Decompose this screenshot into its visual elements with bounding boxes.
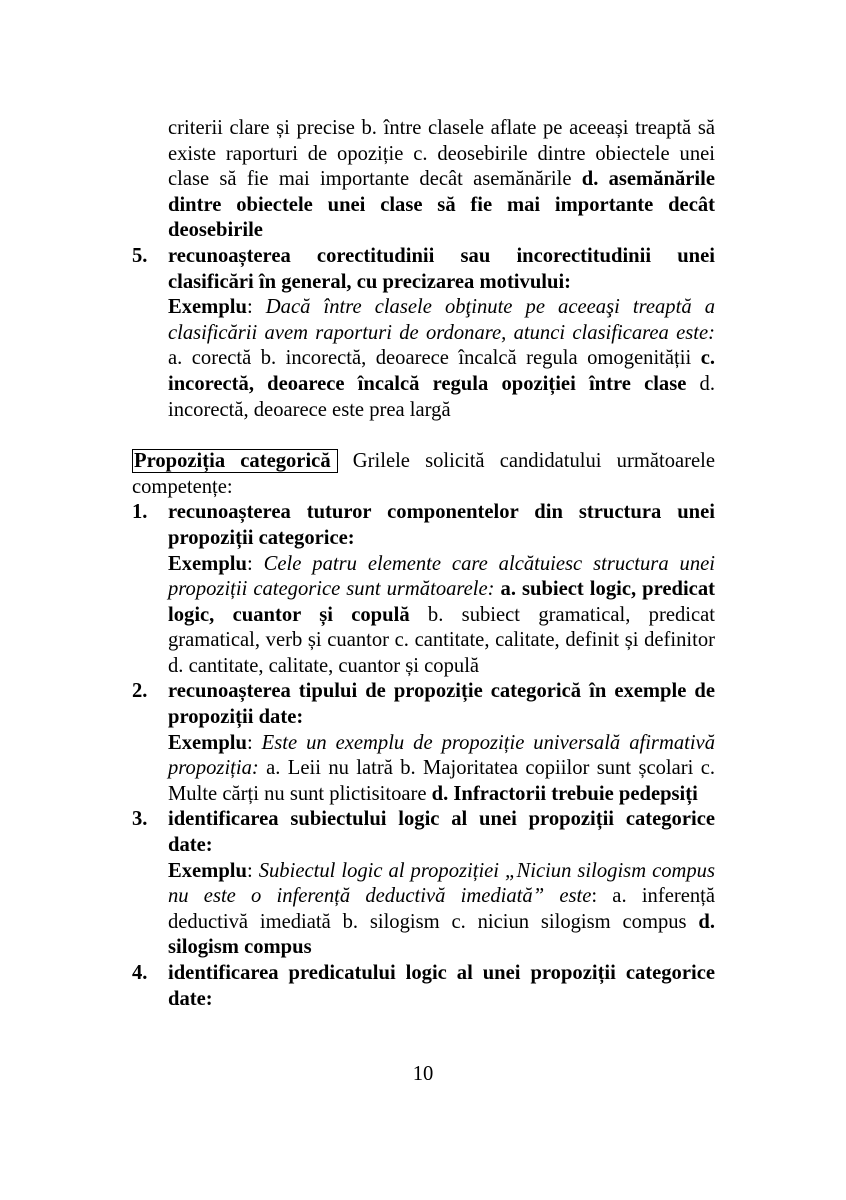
continuation-text: criterii clare și precise b. între clasele aflate pe aceeași treaptă să existe raporturi de opoziție c. deosebirile dintre obiectele unei clase să fie mai importante decât asemănările (168, 117, 715, 191)
item-number: 3. (132, 808, 148, 831)
item-heading: identificarea subiectului logic al unei propoziții categorice date: (168, 808, 715, 857)
item-heading: recunoașterea tipului de propoziție categorică în exemple de propoziții date: (168, 680, 715, 729)
list-item-5 (132, 244, 715, 423)
example-label: Exemplu (168, 731, 247, 754)
example-paragraph: Exemplu: Subiectul logic al propoziției „Niciun silogism compus nu este o inferență deductivă imediată” este: a. inferență deductivă imediată b. silogism c. niciun silogism compus d. silogism compus (168, 859, 715, 959)
correct-answer: d. Infractorii trebuie pedepsiți (431, 782, 698, 805)
example-paragraph: Exemplu: Este un exemplu de propoziție universală afirmativă propoziția: a. Leii nu latră b. Majoritatea copiilor sunt școlari c. Multe cărți nu sunt plictisitoare d. Infractorii trebuie pedepsiți (168, 731, 715, 805)
correct-answer: c. incorectă, deoarece încalcă regula opoziției între clase (168, 347, 715, 395)
correct-answer: a. subiect logic, predicat logic, cuantor și copulă (168, 578, 715, 626)
example-paragraph: Exemplu: Dacă între clasele obţinute pe aceeaşi treaptă a clasificării avem raporturi de ordonare, atunci clasificarea este: a. corectă b. incorectă, deoarece încalcă regula omogenității c. incorectă, deoarece încalcă regula opoziției între clase d. incorectă, deoarece este prea largă (168, 296, 715, 421)
list-item-3 (132, 807, 715, 961)
example-options: : a. inferență deductivă imediată b. silogism c. niciun silogism compus (168, 885, 715, 933)
spacer (132, 423, 715, 449)
document-page (132, 116, 715, 1012)
example-question: Cele patru elemente care alcătuiesc structura unei propoziții categorice sunt următoarele: (168, 552, 715, 601)
list-item-1 (132, 500, 715, 679)
item-heading: identificarea predicatului logic al unei propoziții categorice date: (168, 962, 715, 1010)
item-heading: recunoașterea tuturor componentelor din structura unei propoziții categorice: (168, 501, 715, 549)
correct-answer: d. silogism compus (168, 910, 715, 959)
section-intro: Grilele solicită candidatului următoarele competențe: (132, 450, 715, 498)
item-number: 5. (132, 244, 148, 267)
list-item-2 (132, 679, 715, 807)
example-options: a. Leii nu latră b. Majoritatea copiilor sunt școlari c. Multe cărți nu sunt plictisitoare (168, 757, 715, 805)
example-question: Dacă între clasele obţinute pe aceeaşi treaptă a clasificării avem raporturi de ordonare, atunci clasificarea este: (168, 296, 715, 344)
continuation-paragraph (132, 116, 715, 244)
example-options: d. incorectă, deoarece este prea largă (168, 372, 715, 421)
section-intro-paragraph (132, 449, 715, 500)
list-item-4 (132, 961, 715, 1012)
example-options: a. corectă b. incorectă, deoarece încalcă regula omogenității (168, 347, 701, 370)
example-paragraph: Exemplu: Cele patru elemente care alcătuiesc structura unei propoziții categorice sunt următoarele: a. subiect logic, predicat logic, cuantor și copulă b. subiect gramatical, predicat gramatical, verb și cuantor c. cantitate, calitate, definit și definitor d. cantitate, calitate, cuantor și copulă (168, 552, 715, 677)
example-label: Exemplu (168, 859, 247, 882)
example-label: Exemplu (168, 552, 247, 575)
item-number: 1. (132, 501, 148, 524)
example-question: Subiectul logic al propoziției „Niciun silogism compus nu este o inferență deductivă imediată” este (168, 859, 715, 908)
item-heading: recunoașterea corectitudinii sau incorectitudinii unei clasificări în general, cu precizarea motivului: (168, 244, 715, 293)
item-number: 2. (132, 680, 148, 703)
example-question: Este un exemplu de propoziție universală afirmativă propoziția: (168, 731, 715, 780)
continuation-correct-answer: d. asemănările dintre obiectele unei clase să fie mai importante decât deosebirile (168, 168, 715, 242)
example-label: Exemplu (168, 296, 247, 319)
item-number: 4. (132, 962, 148, 984)
page-number: 10 (412, 1063, 434, 1085)
section-title: Propoziția categorică (132, 449, 338, 473)
example-options: b. subiect gramatical, predicat gramatical, verb și cuantor c. cantitate, calitate, definit și definitor d. cantitate, calitate, cuantor și copulă (168, 603, 715, 677)
